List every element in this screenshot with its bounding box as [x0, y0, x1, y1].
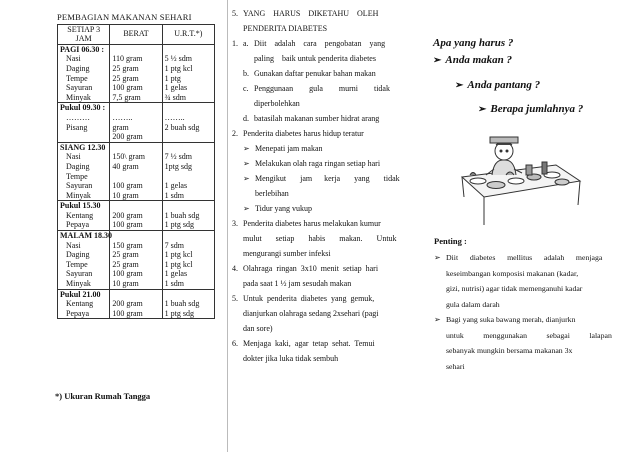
list-item — [232, 111, 415, 126]
meal-time: Pukul 15.30 — [60, 201, 101, 211]
weight-value: 7,5 gram — [112, 92, 141, 102]
bullet-text: untuk menggunakan sebagai lalapan — [446, 330, 612, 340]
bullet-item — [232, 201, 415, 216]
weight-cell — [110, 44, 162, 103]
list-text: Penggunaan gula murni tidak — [254, 84, 390, 93]
food-name: Nasi — [66, 54, 81, 64]
list-text: Untuk penderita diabetes yang gemuk, — [243, 294, 375, 303]
weight-value: 110 gram — [112, 54, 143, 64]
weight-value: 10 gram — [112, 190, 139, 200]
bullet-item — [232, 171, 415, 186]
urt-value: 1 ptg kcl — [164, 63, 193, 73]
weight-cell — [110, 231, 162, 290]
list-item — [232, 36, 415, 51]
weight-value: 25 gram — [112, 250, 139, 260]
section-heading-line2: PENDERITA DIABETES — [243, 24, 328, 33]
bullet-text: Menepati jam makan — [255, 144, 323, 153]
urt-value: 1ptg sdg — [164, 161, 192, 171]
weight-value: 150\ gram — [112, 152, 145, 162]
urt-value: 1 gelas — [164, 181, 188, 191]
weight-value: 200 gram — [112, 132, 143, 142]
list-text: Gunakan daftar penukar bahan makan — [254, 69, 376, 78]
urt-cell — [162, 289, 214, 319]
list-item — [232, 126, 415, 141]
urt-value: 1 ptg kcl — [164, 250, 193, 260]
list-item — [232, 261, 415, 276]
header-setiap: SETIAP 3 JAM — [58, 24, 110, 44]
person-at-table-icon — [456, 135, 584, 227]
arrowhead-bullet-icon: ➢ — [433, 55, 442, 66]
weight-value: 100 gram — [112, 220, 143, 230]
list-item — [232, 81, 415, 96]
spacer — [165, 103, 212, 113]
urt-value: 1 sdm — [164, 190, 184, 200]
list-text: mulut setiap habis makan. Untuk — [243, 234, 397, 243]
urt-value: 5 ½ sdm — [164, 54, 192, 64]
section-heading-line1: YANG HARUS DIKETAHU OLEH — [243, 9, 379, 18]
arrowhead-bullet-icon: ➢ — [243, 159, 250, 168]
weight-cell — [110, 103, 162, 142]
list-text: Penderita diabetes harus hidup teratur — [243, 129, 364, 138]
bullet-text: Bagi yang suka bawang merah, dianjurkn — [446, 315, 576, 324]
food-name: Tempe — [66, 171, 88, 181]
food-name: Pisang — [66, 122, 88, 132]
bullet-text: Tidur yang vukup — [255, 204, 313, 213]
important-notes — [434, 250, 628, 374]
weight-value: 10 gram — [112, 279, 139, 289]
list-number: 3. — [232, 219, 238, 228]
weight-cell — [110, 201, 162, 231]
bullet-item — [434, 312, 628, 328]
urt-cell — [162, 142, 214, 201]
arrowhead-bullet-icon: ➢ — [243, 144, 250, 153]
spacer — [112, 45, 159, 55]
sub-label: d. — [243, 114, 249, 123]
weight-value: 40 gram — [112, 161, 139, 171]
weight-value: 150 gram — [112, 240, 143, 250]
urt-value: 1 ptg sdg — [164, 308, 194, 318]
list-text: dianjurkan olahraga sedang 2xsehari (pagi — [243, 309, 379, 318]
sub-label: a. — [243, 39, 249, 48]
bullet-text: Melakukan olah raga ringan setiap hari — [255, 159, 381, 168]
spacer — [112, 103, 159, 113]
arrowhead-bullet-icon: ➢ — [434, 315, 441, 324]
spacer — [165, 45, 212, 55]
list-text: Penderita diabetes harus melakukan kumur — [243, 219, 381, 228]
meal-time: PAGI 06.30 : — [60, 44, 105, 54]
question-3 — [455, 79, 540, 91]
urt-value: 1 ptg sdg — [164, 220, 194, 230]
food-name: Kentang — [66, 299, 94, 309]
food-name: Pepaya — [66, 220, 90, 230]
sub-label: c. — [243, 84, 249, 93]
weight-value: gram — [112, 122, 129, 132]
question-1: Apa yang harus ? — [433, 37, 514, 49]
food-name: ……… — [66, 112, 90, 122]
list-text: Menjaga kaki, agar tetap sehat. Temui — [243, 339, 375, 348]
table-row — [58, 201, 215, 231]
weight-value: 25 gram — [112, 63, 139, 73]
list-number: 6. — [232, 339, 238, 348]
meal-time: Pukul 21.00 — [60, 289, 101, 299]
list-text: Olahraga ringan 3x10 menit setiap hari — [243, 264, 379, 273]
bullet-text: Diit diabetes mellitus adalah menjaga — [446, 253, 603, 262]
food-name: Minyak — [66, 279, 91, 289]
spacer — [165, 201, 212, 211]
urt-cell — [162, 231, 214, 290]
spacer — [112, 201, 159, 211]
food-name: Kentang — [66, 210, 94, 220]
food-name: Tempe — [66, 73, 88, 83]
food-name: Nasi — [66, 240, 81, 250]
footnote: *) Ukuran Rumah Tangga — [55, 391, 151, 401]
food-name: Nasi — [66, 152, 81, 162]
bullet-text: gula dalam darah — [446, 299, 500, 309]
bullet-text: gizi, nutrisi) agar tidak memenganuhi kadar — [446, 284, 583, 293]
weight-value: 100 gram — [112, 181, 143, 191]
table-row — [58, 289, 215, 319]
food-name: Sayuran — [66, 269, 93, 279]
bullet-item — [232, 156, 415, 171]
urt-value: 1 ptg — [164, 73, 181, 83]
urt-value: 1 buah sdg — [164, 210, 200, 220]
panel-guidance — [227, 0, 424, 452]
weight-value: 200 gram — [112, 299, 143, 309]
urt-value: 2 buah sdg — [164, 122, 200, 132]
urt-value: 1 gelas — [164, 83, 188, 93]
arrowhead-bullet-icon: ➢ — [434, 253, 441, 262]
question-2 — [433, 54, 512, 66]
question-text: Anda makan ? — [445, 54, 513, 66]
spacer — [165, 143, 212, 153]
weight-value: 100 gram — [112, 308, 143, 318]
urt-value — [165, 172, 212, 182]
arrowhead-bullet-icon: ➢ — [243, 204, 250, 213]
urt-value: 1 sdm — [164, 279, 184, 289]
urt-value: …….. — [164, 112, 185, 122]
weight-cell — [110, 142, 162, 201]
meal-time: MALAM 18.30 — [60, 231, 112, 241]
meal-time: Pukul 09.30 : — [60, 103, 106, 113]
food-name: Daging — [66, 63, 90, 73]
spacer — [112, 231, 159, 241]
panel-meal-schedule — [0, 0, 227, 452]
list-item — [232, 66, 415, 81]
table-row — [58, 142, 215, 201]
food-cell — [58, 201, 110, 231]
urt-value: 1 ptg kcl — [164, 259, 193, 269]
weight-value: …….. — [112, 112, 133, 122]
weight-value: 100 gram — [112, 83, 143, 93]
spacer — [165, 231, 212, 241]
question-4 — [478, 103, 583, 115]
table-row — [58, 231, 215, 290]
food-cell — [58, 44, 110, 103]
food-name: Tempe — [66, 259, 88, 269]
list-number: 1. — [232, 39, 238, 48]
sub-label: b. — [243, 69, 249, 78]
spacer — [112, 143, 159, 153]
food-name: Daging — [66, 161, 90, 171]
arrowhead-bullet-icon: ➢ — [455, 80, 464, 91]
urt-value: 1 gelas — [164, 269, 188, 279]
weight-cell — [110, 289, 162, 319]
list-text: diperbolehkan — [254, 99, 300, 108]
bullet-text: keseimbangan komposisi makanan (kadar, — [446, 268, 579, 278]
list-number: 4. — [232, 264, 238, 273]
food-cell — [58, 142, 110, 201]
food-name: Daging — [66, 250, 90, 260]
table-row — [58, 44, 215, 103]
bullet-text: Mengikut jam kerja yang tidak — [255, 174, 400, 183]
urt-cell — [162, 103, 214, 142]
weight-value — [112, 172, 159, 182]
section-heading — [232, 6, 415, 21]
question-text: Berapa jumlahnya ? — [490, 103, 584, 115]
header-urt: U.R.T.*) — [162, 24, 214, 44]
meal-schedule-table — [57, 12, 215, 319]
list-item — [232, 336, 415, 351]
urt-cell — [162, 44, 214, 103]
food-cell — [58, 103, 110, 142]
weight-value: 200 gram — [112, 210, 143, 220]
list-text: mengurangi sumber infeksi — [243, 249, 331, 258]
food-name: Pepaya — [66, 308, 90, 318]
important-heading: Penting : — [434, 236, 467, 246]
food-name: Minyak — [66, 92, 91, 102]
list-text: batasilah makanan sumber hidrat arang — [254, 114, 380, 123]
bullet-text: berlebihan — [255, 189, 289, 198]
list-text: dan sore) — [243, 324, 273, 333]
weight-value: 25 gram — [112, 259, 139, 269]
bullet-text: sehari — [446, 361, 465, 371]
bullet-item — [232, 141, 415, 156]
table-row — [58, 103, 215, 142]
list-number: 5. — [232, 9, 238, 18]
spacer — [165, 290, 212, 300]
urt-cell — [162, 201, 214, 231]
list-text: dokter jika luka tidak sembuh — [243, 354, 339, 363]
bullet-item — [434, 250, 628, 266]
table-header-row — [58, 24, 215, 44]
header-berat: BERAT — [110, 24, 162, 44]
urt-value: 7 ½ sdm — [164, 152, 192, 162]
list-text: Diit adalah cara pengobatan yang — [254, 39, 386, 48]
urt-value: ¾ sdm — [164, 92, 186, 102]
food-name: Sayuran — [66, 181, 93, 191]
weight-value: 25 gram — [112, 73, 139, 83]
arrowhead-bullet-icon: ➢ — [478, 104, 487, 115]
food-cell — [58, 231, 110, 290]
spacer — [112, 290, 159, 300]
table-caption: PEMBAGIAN MAKANAN SEHARI — [57, 12, 192, 22]
food-name: Minyak — [66, 190, 91, 200]
meal-time: SIANG 12.30 — [60, 142, 106, 152]
table-body — [58, 44, 215, 319]
urt-value: 7 sdm — [164, 240, 184, 250]
arrowhead-bullet-icon: ➢ — [243, 174, 250, 183]
list-number: 2. — [232, 129, 238, 138]
food-name: Sayuran — [66, 83, 93, 93]
list-item — [232, 216, 415, 231]
urt-value: 1 buah sdg — [164, 299, 200, 309]
bullet-text: sebanyak mungkin bersama makanan 3x — [446, 346, 573, 355]
list-item — [232, 291, 415, 306]
list-number: 5. — [232, 294, 238, 303]
list-text: paling baik untuk penderita diabetes — [254, 54, 376, 63]
list-text: pada saat 1 ½ jam sesudah makan — [243, 279, 352, 288]
question-text: Anda pantang ? — [467, 79, 541, 91]
weight-value: 100 gram — [112, 269, 143, 279]
food-cell — [58, 289, 110, 319]
